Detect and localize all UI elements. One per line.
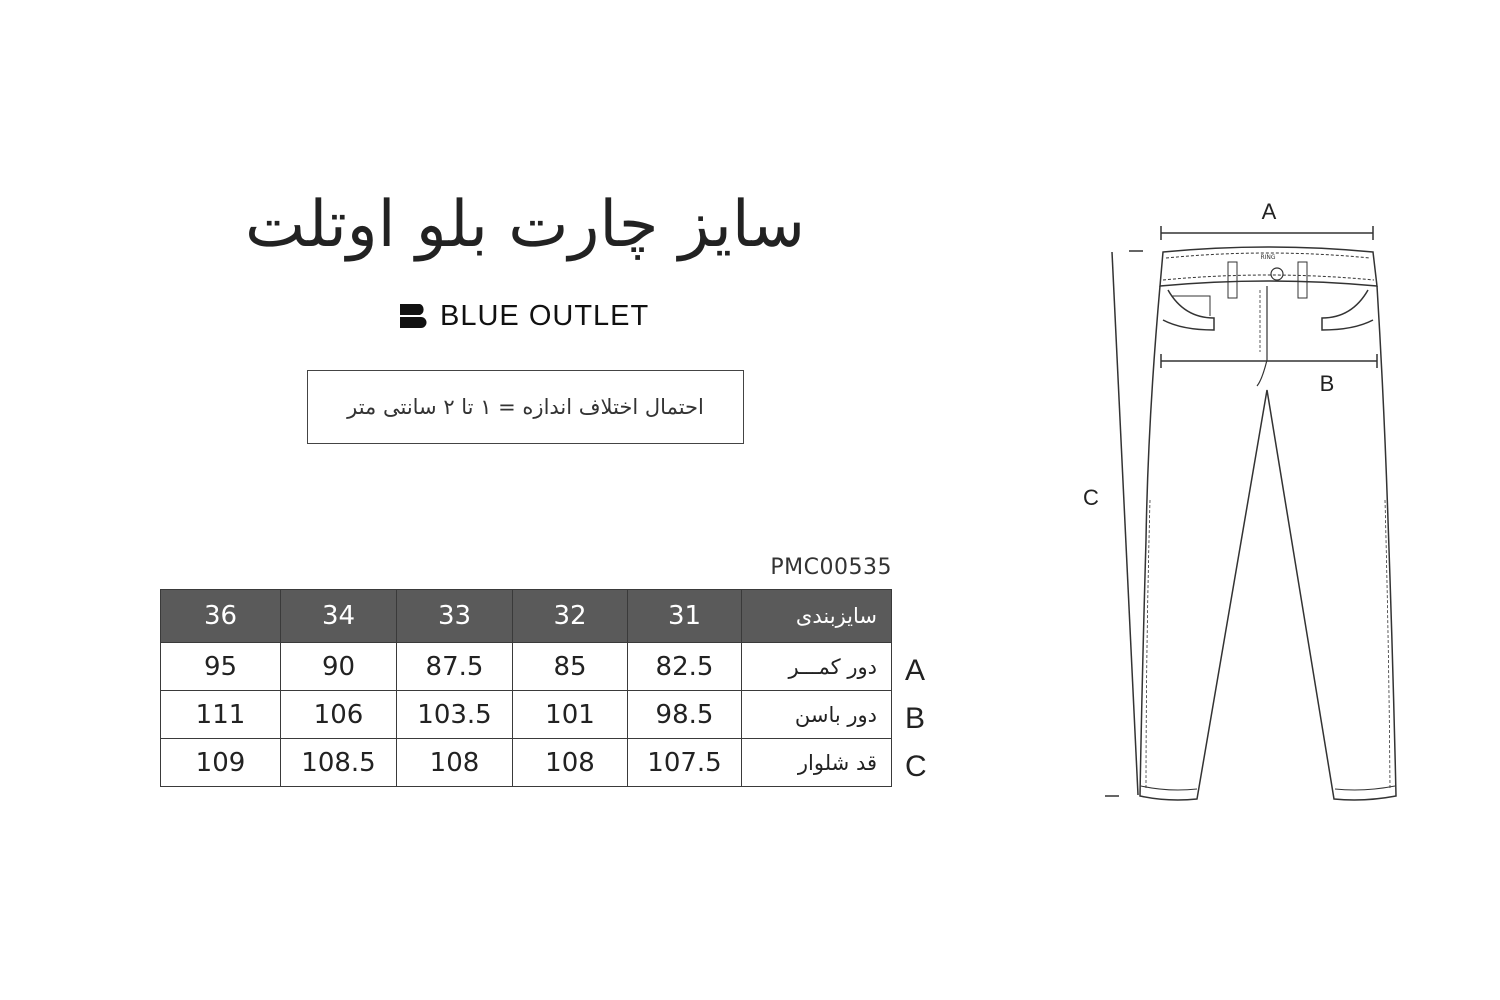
brand	[400, 296, 649, 336]
b-logo-icon	[400, 304, 428, 328]
table-cell: 85	[513, 643, 628, 691]
table-cell: 82.5	[628, 643, 742, 691]
size-header-cell: 31	[628, 590, 742, 643]
pants-outline	[1140, 286, 1396, 800]
row-label: قد شلوار	[742, 739, 892, 787]
row-letter-c: C	[905, 750, 927, 783]
size-header-cell: 36	[161, 590, 281, 643]
size-header-cell: 34	[281, 590, 397, 643]
table-cell: 109	[161, 739, 281, 787]
page-title: سایز چارت بلو اوتلت	[244, 188, 806, 262]
row-letter-b: B	[905, 702, 926, 735]
table-cell: 103.5	[397, 691, 513, 739]
row-letters	[905, 647, 927, 791]
table-cell: 111	[161, 691, 281, 739]
sizing-header-label: سایزبندی	[742, 590, 892, 643]
row-letter-a: A	[905, 654, 926, 687]
dimension-label-b: B	[1319, 371, 1335, 396]
table-cell: 108	[513, 739, 628, 787]
table-cell: 101	[513, 691, 628, 739]
dimension-label-a: A	[1261, 199, 1277, 224]
button-icon	[1271, 268, 1283, 280]
dimension-label-c: C	[1083, 485, 1099, 510]
table-cell: 108.5	[281, 739, 397, 787]
table-cell: 98.5	[628, 691, 742, 739]
table-header-row	[161, 590, 892, 643]
tolerance-note: احتمال اختلاف اندازه = ۱ تا ۲ سانتی متر	[307, 370, 744, 444]
size-header-cell: 33	[397, 590, 513, 643]
model-code: PMC00535	[770, 555, 892, 580]
table-cell: 95	[161, 643, 281, 691]
row-label: دور باسن	[742, 691, 892, 739]
table-cell: 87.5	[397, 643, 513, 691]
table-row	[161, 691, 892, 739]
brand-name: BLUE OUTLET	[440, 299, 650, 332]
table-cell: 107.5	[628, 739, 742, 787]
table-cell: 106	[281, 691, 397, 739]
pants-diagram	[1060, 190, 1460, 820]
size-header-cell: 32	[513, 590, 628, 643]
table-cell: 90	[281, 643, 397, 691]
table-row	[161, 739, 892, 787]
row-label: دور کمـــر	[742, 643, 892, 691]
table-row	[161, 643, 892, 691]
dimension-line-c	[1112, 252, 1138, 795]
size-table	[160, 589, 892, 787]
table-cell: 108	[397, 739, 513, 787]
button-label: RING	[1260, 254, 1276, 261]
